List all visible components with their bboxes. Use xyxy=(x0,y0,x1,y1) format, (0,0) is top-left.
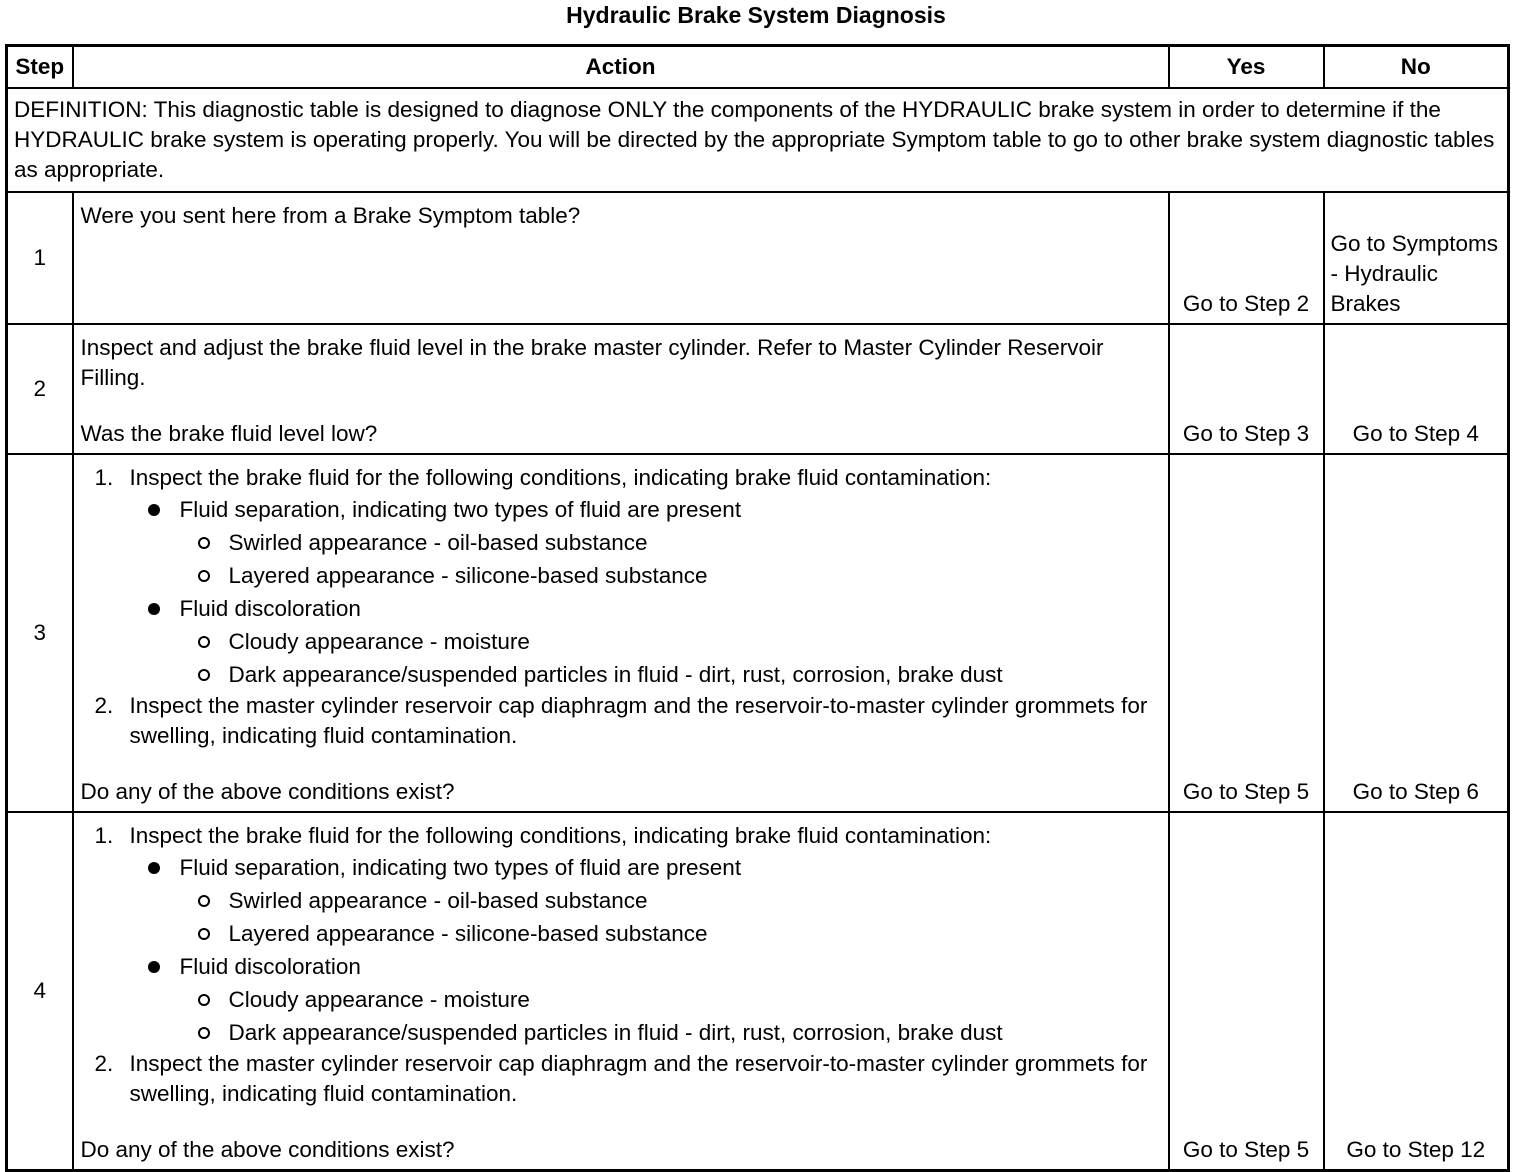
step-number: 3 xyxy=(7,454,73,812)
bullet-item xyxy=(130,592,1162,691)
bullet-item xyxy=(130,851,1162,950)
numbered-list xyxy=(81,463,1162,751)
no-link[interactable]: Go to Step 6 xyxy=(1324,454,1509,812)
header-yes: Yes xyxy=(1169,46,1324,89)
definition-text: DEFINITION: This diagnostic table is designed to diagnose ONLY the components of the HYDRAULIC brake system in order to determine if the HYDRAULIC brake system is operating properly. You will be directed by the appropriate Symptom table to go to other brake system diagnostic tables as appropriate. xyxy=(7,88,1509,192)
header-no: No xyxy=(1324,46,1509,89)
instruction-text: Inspect and adjust the brake fluid level in the brake master cylinder. Refer to Master Cylinder Reservoir Filling. xyxy=(80,335,1104,390)
bullet-icon xyxy=(148,961,160,973)
sub-bullet-text: Dark appearance/suspended particles in fluid - dirt, rust, corrosion, brake dust xyxy=(228,662,1003,687)
action-cell xyxy=(73,192,1169,324)
bullet-icon xyxy=(148,862,160,874)
yes-link[interactable]: Go to Step 5 xyxy=(1169,812,1324,1171)
sub-bullet-text: Layered appearance - silicone-based substance xyxy=(228,921,708,946)
list-item xyxy=(81,463,1162,691)
sub-bullet-item xyxy=(180,1016,1162,1049)
list-item xyxy=(81,1049,1162,1109)
sub-bullet-text: Layered appearance - silicone-based substance xyxy=(228,563,708,588)
table-row xyxy=(7,454,1509,812)
item-number: 2. xyxy=(94,693,114,718)
diagnosis-table xyxy=(5,44,1510,1172)
sub-bullet-item xyxy=(180,526,1162,559)
sub-bullet-item xyxy=(180,884,1162,917)
ring-bullet-icon xyxy=(198,570,210,582)
definition-row xyxy=(7,88,1509,192)
sub-bullet-text: Cloudy appearance - moisture xyxy=(228,629,530,654)
sub-bullet-text: Swirled appearance - oil-based substance xyxy=(228,530,648,555)
bullet-text: Fluid separation, indicating two types of fluid are present xyxy=(179,855,742,880)
item-number: 1. xyxy=(94,823,114,848)
question-text: Do any of the above conditions exist? xyxy=(80,779,455,804)
ring-bullet-icon xyxy=(198,895,210,907)
question-text: Was the brake fluid level low? xyxy=(80,421,378,446)
no-link[interactable]: Go to Step 12 xyxy=(1324,812,1509,1171)
ring-bullet-icon xyxy=(198,1027,210,1039)
sub-bullet-item xyxy=(180,658,1162,691)
action-cell xyxy=(73,812,1169,1171)
item-text: Inspect the master cylinder reservoir cap diaphragm and the reservoir-to-master cylinder grommets for swelling, indicating fluid contamination. xyxy=(129,693,1148,748)
header-step: Step xyxy=(7,46,73,89)
sub-bullet-text: Swirled appearance - oil-based substance xyxy=(228,888,648,913)
bullet-item xyxy=(130,950,1162,1049)
ring-bullet-icon xyxy=(198,669,210,681)
no-link[interactable]: Go to Symptoms - Hydraulic Brakes xyxy=(1324,192,1509,324)
step-number: 1 xyxy=(7,192,73,324)
bullet-item xyxy=(130,493,1162,592)
bullet-text: Fluid discoloration xyxy=(179,954,361,979)
step-number: 2 xyxy=(7,324,73,454)
table-row xyxy=(7,192,1509,324)
sub-bullet-item xyxy=(180,625,1162,658)
action-cell xyxy=(73,454,1169,812)
item-number: 1. xyxy=(94,465,114,490)
question-text: Do any of the above conditions exist? xyxy=(80,1137,455,1162)
ring-bullet-icon xyxy=(198,537,210,549)
header-action: Action xyxy=(73,46,1169,89)
item-number: 2. xyxy=(94,1051,114,1076)
action-cell xyxy=(73,324,1169,454)
yes-link[interactable]: Go to Step 5 xyxy=(1169,454,1324,812)
item-text: Inspect the brake fluid for the following conditions, indicating brake fluid contamination: xyxy=(129,465,992,490)
sub-bullet-item xyxy=(180,983,1162,1016)
bullet-icon xyxy=(148,603,160,615)
list-item xyxy=(81,691,1162,751)
item-text: Inspect the master cylinder reservoir cap diaphragm and the reservoir-to-master cylinder grommets for swelling, indicating fluid contamination. xyxy=(129,1051,1148,1106)
bullet-text: Fluid separation, indicating two types of fluid are present xyxy=(179,497,742,522)
bullet-text: Fluid discoloration xyxy=(179,596,361,621)
sub-bullet-item xyxy=(180,559,1162,592)
yes-link[interactable]: Go to Step 3 xyxy=(1169,324,1324,454)
yes-link[interactable]: Go to Step 2 xyxy=(1169,192,1324,324)
step-number: 4 xyxy=(7,812,73,1171)
sub-bullet-text: Cloudy appearance - moisture xyxy=(228,987,530,1012)
ring-bullet-icon xyxy=(198,636,210,648)
question-text: Were you sent here from a Brake Symptom table? xyxy=(80,203,581,228)
no-link[interactable]: Go to Step 4 xyxy=(1324,324,1509,454)
list-item xyxy=(81,821,1162,1049)
item-text: Inspect the brake fluid for the following conditions, indicating brake fluid contamination: xyxy=(129,823,992,848)
table-row xyxy=(7,324,1509,454)
document-title: Hydraulic Brake System Diagnosis xyxy=(566,2,946,28)
header-row xyxy=(7,46,1509,89)
bullet-icon xyxy=(148,504,160,516)
numbered-list xyxy=(81,821,1162,1109)
ring-bullet-icon xyxy=(198,994,210,1006)
table-row xyxy=(7,812,1509,1171)
sub-bullet-item xyxy=(180,917,1162,950)
ring-bullet-icon xyxy=(198,928,210,940)
sub-bullet-text: Dark appearance/suspended particles in fluid - dirt, rust, corrosion, brake dust xyxy=(228,1020,1003,1045)
